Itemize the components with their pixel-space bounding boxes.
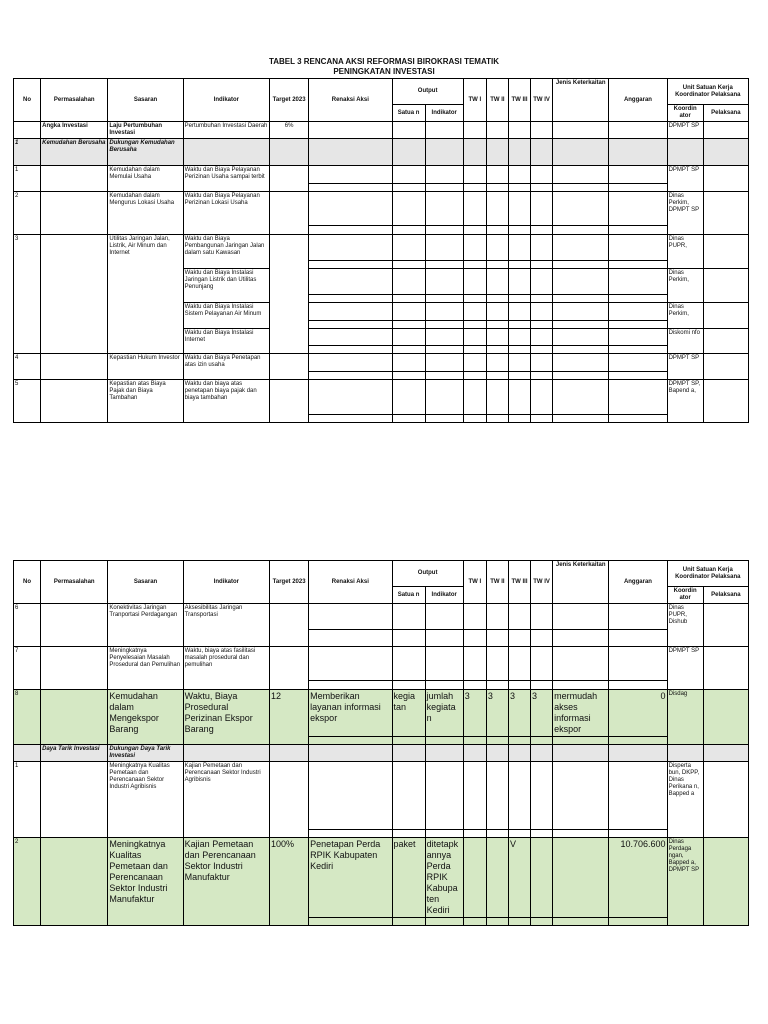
document-title-line1: TABEL 3 RENCANA AKSI REFORMASI BIROKRASI TEMATIK (268, 57, 500, 66)
cell-koordinator: Dinas Perdaga ngan, Bapped a, DPMPT SP (667, 838, 703, 926)
cell-koordinator: DPMPT SP (667, 354, 703, 380)
header-satuan: Satua n (392, 105, 425, 122)
cell-indikator: Waktu, biaya atas fasilitasi masalah prosedural dan pemulihan (183, 647, 269, 690)
cell-koordinator: Dinas PUPR, Dishub (667, 604, 703, 647)
cell-sasaran: Konektivitas Jaringan Tranportasi Perdagangan (108, 604, 183, 647)
cell-tw1: 3 (463, 690, 486, 737)
header-pelaksana: Pelaksana (703, 105, 748, 122)
cell-anggaran: 0 (609, 690, 667, 737)
header-permasalahan: Permasalahan (41, 79, 108, 122)
header-target: Target 2023 (270, 79, 309, 122)
cell-koordinator: Dinas Perkim, (667, 303, 703, 329)
cell-satuan: kegia tan (392, 690, 425, 737)
cell-tw4: 3 (531, 690, 553, 737)
cell-renaksi: Memberikan layanan informasi ekspor (309, 690, 392, 737)
table-row (14, 354, 749, 372)
cell-indikator: Waktu dan Biaya Penetapan atas izin usaha (183, 354, 269, 380)
cell-no: 1 (14, 139, 41, 166)
cell-koordinator: DPMPT SP (667, 122, 703, 139)
cell-no: 8 (14, 690, 41, 745)
cell-sasaran: Kepastian atas Biaya Pajak dan Biaya Tambahan (108, 380, 183, 423)
cell-indikator: Kajian Pemetaan dan Perencanaan Sektor Industri Manufaktur (183, 838, 269, 926)
cell-indikator: Waktu dan Biaya Instalasi Internet (183, 329, 269, 354)
cell-tw3: V (508, 838, 530, 918)
cell-sasaran: Dukungan Daya Tarik Investasi (108, 745, 183, 762)
cell-tw2: 3 (486, 690, 508, 737)
header-sasaran: Sasaran (108, 561, 183, 604)
cell-sasaran: Dukungan Kemudahan Berusaha (108, 139, 183, 166)
header-pelaksana: Pelaksana (703, 587, 748, 604)
header-target: Target 2023 (270, 561, 309, 604)
cell-indikator: Waktu dan Biaya Pelayanan Perizinan Usaha sampai terbit (183, 166, 269, 192)
table-row (14, 838, 749, 918)
header-renaksi: Renaksi Aksi (309, 79, 392, 122)
cell-sasaran: Kemudahan dalam Memulai Usaha (108, 166, 183, 192)
cell-koordinator: Dinas Perkim, (667, 269, 703, 303)
cell-indikator: Waktu dan Biaya Pelayanan Perizinan Lokasi Usaha (183, 192, 269, 235)
cell-koordinator: DPMPT SP (667, 647, 703, 690)
cell-sasaran: Meningkatnya Penyelesaian Masalah Prosedural dan Pemulihan (108, 647, 183, 690)
cell-permasalahan: Daya Tarik Investasi (41, 745, 108, 762)
header-renaksi: Renaksi Aksi (309, 561, 392, 604)
cell-no: 4 (14, 354, 41, 380)
header-tw2: TW II (486, 79, 508, 122)
header-sasaran: Sasaran (108, 79, 183, 122)
cell-indikator: Aksesibilitas Jaringan Transportasi (183, 604, 269, 647)
cell-indikator: Waktu dan Biaya Instalasi Jaringan Listrik dan Utilitas Penunjang (183, 269, 269, 303)
table-row (14, 235, 749, 261)
cell-indikator: Waktu, Biaya Prosedural Perizinan Ekspor Barang (183, 690, 269, 745)
table-row (14, 762, 749, 830)
header-satuan: Satua n (392, 587, 425, 604)
cell-koordinator: Dinas Perkim, DPMPT SP (667, 192, 703, 235)
cell-indikator-output: jumlah kegiata n (425, 690, 463, 737)
cell-koordinator: Dinas PUPR, (667, 235, 703, 269)
cell-indikator-output: ditetapk annya Perda RPIK Kabupa ten Kediri (425, 838, 463, 918)
cell-indikator: Kajian Pemetaan dan Perencanaan Sektor Industri Agribisnis (183, 762, 269, 838)
cell-sasaran: Utilitas Jaringan Jalan, Listrik, Air Minum dan Internet (108, 235, 183, 354)
header-no: No (14, 79, 41, 122)
cell-sasaran: Meningkatnya Kualitas Pemetaan dan Perencanaan Sektor Industri Manufaktur (108, 838, 183, 926)
cell-target: 12 (270, 690, 309, 745)
header-unit: Unit Satuan Kerja Koordinator Pelaksana (667, 561, 748, 587)
header-output: Output (392, 79, 463, 105)
table-row (14, 647, 749, 681)
cell-koordinator: Diskomi nfo (667, 329, 703, 354)
header-tw3: TW III (508, 561, 530, 604)
cell-sasaran: Meningkatnya Kualitas Pemetaan dan Perencanaan Sektor Industri Agribisnis (108, 762, 183, 838)
section-row (14, 139, 749, 166)
cell-koordinator: Disperta bun, DKPP, Dinas Perikana n, Bapped a (667, 762, 703, 838)
header-permasalahan: Permasalahan (41, 561, 108, 604)
cell-permasalahan: Kemudahan Berusaha (41, 139, 108, 166)
cell-koordinator: DPMPT SP, Bapend a, (667, 380, 703, 423)
cell-no: 2 (14, 838, 41, 926)
header-tw3: TW III (508, 79, 530, 122)
header-indikator-output: Indikator (425, 105, 463, 122)
cell-indikator: Waktu dan Biaya Pembangunan Jaringan Jalan dalam satu Kawasan (183, 235, 269, 269)
header-tw1: TW I (463, 79, 486, 122)
cell-jenis: mermudah akses informasi ekspor (553, 690, 609, 737)
header-koordinator: Koordin ator (667, 587, 703, 604)
cell-no: 1 (14, 166, 41, 192)
cell-renaksi: Penetapan Perda RPIK Kabupaten Kediri (309, 838, 392, 918)
header-tw2: TW II (486, 561, 508, 604)
cell-koordinator: DPMPT SP (667, 166, 703, 192)
cell-permasalahan: Angka Investasi (41, 122, 108, 139)
header-output: Output (392, 561, 463, 587)
section-row (14, 745, 749, 762)
cell-koordinator: Disdag (667, 690, 703, 745)
cell-sasaran: Kemudahan dalam Mengekspor Barang (108, 690, 183, 745)
action-plan-table-1 (13, 78, 749, 423)
header-indikator: Indikator (183, 561, 269, 604)
cell-sasaran: Kemudahan dalam Mengurus Lokasi Usaha (108, 192, 183, 235)
table-row (14, 166, 749, 184)
cell-indikator: Pertumbuhan Investasi Daerah (183, 122, 269, 139)
header-tw4: TW IV (531, 561, 553, 604)
cell-anggaran: 10.706.600 (609, 838, 667, 918)
cell-sasaran: Laju Pertumbuhan Investasi (108, 122, 183, 139)
cell-satuan: paket (392, 838, 425, 918)
header-anggaran: Anggaran (609, 561, 667, 604)
table-row (14, 192, 749, 226)
cell-indikator: Waktu dan biaya atas penetapan biaya pajak dan biaya tambahan (183, 380, 269, 423)
header-tw4: TW IV (531, 79, 553, 122)
cell-no: 5 (14, 380, 41, 423)
header-tw1: TW I (463, 561, 486, 604)
header-anggaran: Anggaran (609, 79, 667, 122)
table-row (14, 690, 749, 737)
table-row (14, 604, 749, 630)
cell-sasaran: Kepastian Hukum Investor (108, 354, 183, 380)
table-row (14, 380, 749, 415)
document-title-line2: PENINGKATAN INVESTASI (333, 67, 435, 76)
cell-tw3: 3 (508, 690, 530, 737)
header-unit: Unit Satuan Kerja Koordinator Pelaksana (667, 79, 748, 105)
cell-no: 7 (14, 647, 41, 690)
cell-no: 1 (14, 762, 41, 838)
table-row (14, 122, 749, 139)
cell-indikator: Waktu dan Biaya Instalasi Sistem Pelayanan Air Minum (183, 303, 269, 329)
header-jenis: Jenis Keterkaitan (553, 561, 609, 604)
cell-no: 2 (14, 192, 41, 235)
header-koordinator: Koordin ator (667, 105, 703, 122)
header-indikator-output: Indikator (425, 587, 463, 604)
header-indikator: Indikator (183, 79, 269, 122)
cell-no: 6 (14, 604, 41, 647)
cell-target: 100% (270, 838, 309, 926)
cell-target: 6% (270, 122, 309, 139)
header-no: No (14, 561, 41, 604)
cell-no: 3 (14, 235, 41, 354)
header-jenis: Jenis Keterkaitan (553, 79, 609, 122)
action-plan-table-2 (13, 560, 749, 926)
